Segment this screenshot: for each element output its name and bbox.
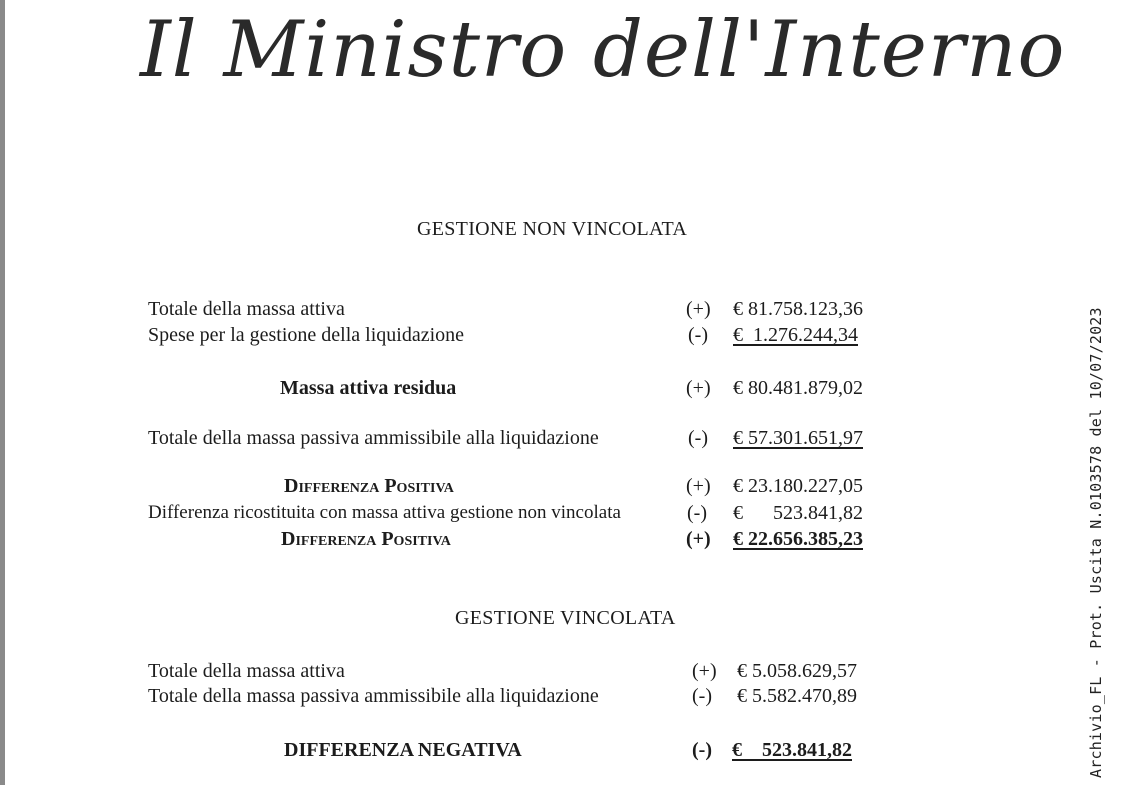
row-sign: (-) — [692, 739, 712, 761]
row-sign: (+) — [686, 298, 711, 320]
row-label: Totale della massa attiva — [148, 298, 345, 320]
row-sign: (-) — [692, 685, 712, 707]
row-label: Differenza Positiva — [281, 528, 451, 550]
row-amount: € 523.841,82 — [733, 502, 863, 524]
row-sign: (-) — [688, 324, 708, 346]
row-sign: (-) — [688, 427, 708, 449]
row-amount: € 81.758.123,36 — [733, 298, 863, 320]
row-sign: (-) — [687, 502, 707, 524]
section-title-vincolata: GESTIONE VINCOLATA — [455, 607, 676, 629]
row-amount: € 23.180.227,05 — [733, 475, 863, 497]
row-label: Differenza Positiva — [284, 475, 454, 497]
row-amount: € 80.481.879,02 — [733, 377, 863, 399]
row-amount: € 22.656.385,23 — [733, 528, 863, 550]
row-amount: € 1.276.244,34 — [733, 324, 858, 346]
row-label: Totale della massa passiva ammissibile alla liquidazione — [148, 685, 599, 707]
row-sign: (+) — [686, 377, 711, 399]
page-edge — [0, 0, 5, 785]
protocol-stamp: Archivio_FL - Prot. Uscita N.0103578 del 10/07/2023 — [1087, 307, 1105, 778]
row-sign: (+) — [686, 528, 711, 550]
row-amount: € 523.841,82 — [732, 739, 852, 761]
row-amount: € 57.301.651,97 — [733, 427, 863, 449]
row-label: Differenza ricostituita con massa attiva gestione non vincolata — [148, 502, 621, 523]
ministry-header-title: Il Ministro dell'Interno — [140, 5, 1066, 95]
row-sign: (+) — [686, 475, 711, 497]
section-title-non-vincolata: GESTIONE NON VINCOLATA — [417, 218, 688, 240]
row-amount: € 5.582.470,89 — [737, 685, 857, 707]
row-sign: (+) — [692, 660, 717, 682]
row-label: Totale della massa passiva ammissibile alla liquidazione — [148, 427, 599, 449]
row-label: Totale della massa attiva — [148, 660, 345, 682]
row-amount: € 5.058.629,57 — [737, 660, 857, 682]
row-label: Spese per la gestione della liquidazione — [148, 324, 465, 346]
row-label: Massa attiva residua — [280, 377, 457, 399]
row-label: DIFFERENZA NEGATIVA — [284, 739, 522, 761]
